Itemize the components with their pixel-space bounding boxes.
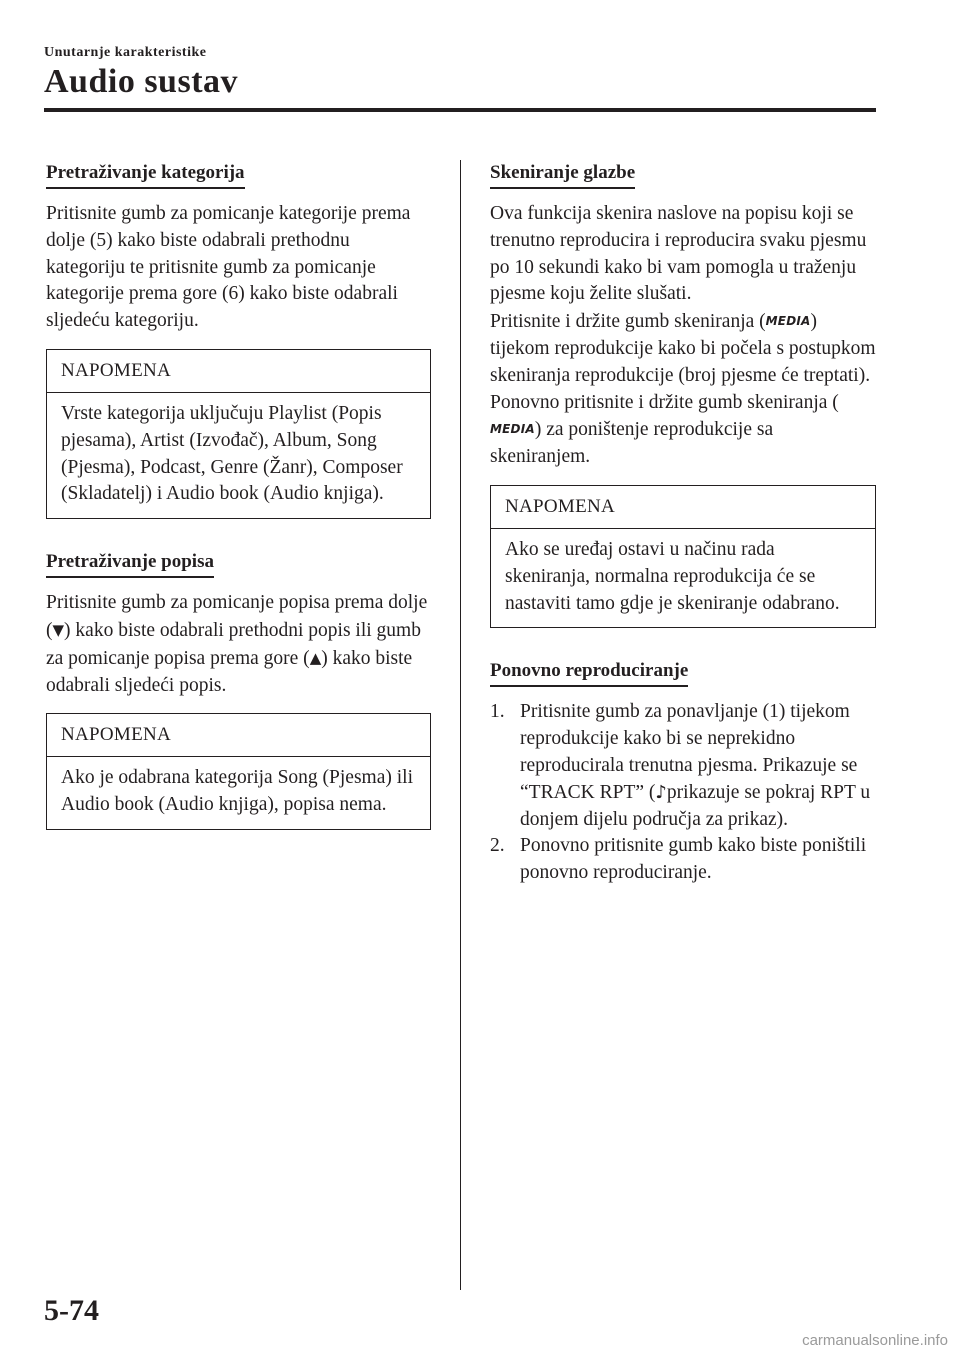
note-text: Ako je odabrana kategorija Song (Pjesma) ili Audio book (Audio knjiga), popisa nema. [61,767,413,816]
right-column [490,160,876,887]
text-run: ) tijekom reprodukcije kako bi počela s postupkom skeniranja reprodukcije (broj pjesme će treptati). Ponovno pritisnite i držite gumb skeniranja ( [490,311,876,413]
text-run: ) za poništenje reprodukcije sa skeniranjem. [490,419,774,468]
section-label: Unutarnje karakteristike [44,45,207,60]
column-divider [460,160,461,1290]
section-music-scan [490,160,876,628]
page-title: Audio sustav [44,63,239,100]
text-run: Pritisnite gumb za ponavljanje (1) tijekom reprodukcije kako bi se neprekidno reproducirala trenutna pjesma. Prikazuje se “TRACK RPT” ( [520,701,858,803]
paragraph [490,308,876,471]
note-box [46,713,431,830]
note-text: Vrste kategorija uključuju Playlist (Popis pjesama), Artist (Izvođač), Album, Song (Pjesma), Podcast, Genre (Žanr), Composer (Skladatelj) i Audio book (Audio knjiga). [61,402,403,505]
list-item [490,833,876,887]
note-box [490,485,876,628]
step-list [490,699,876,887]
triangle-up-icon: ▲ [309,648,322,667]
step-number: 1. [490,701,505,723]
note-text: Ako se uređaj ostavi u načinu rada skeniranja, normalna reprodukcija će se nastaviti tamo gdje je skeniranje odabrano. [505,538,840,614]
text-run: prikazuje se pokraj RPT u donjem dijelu područja za prikaz). [520,781,871,830]
left-column [46,160,431,830]
paragraph: Ova funkcija skenira naslove na popisu koji se trenutno reproducira i reproducira svaku pjesmu po 10 sekundi kako bi vam pomogla u traženju pjesme koju želite slušati. [490,203,867,305]
page-number: 5-74 [44,1294,99,1327]
music-note-icon: ♪ [655,781,667,803]
section-heading: Pretraživanje kategorija [46,160,245,189]
note-box [46,349,431,519]
list-item [490,699,876,833]
section-heading: Ponovno reproduciranje [490,658,688,687]
text-run: Pritisnite gumb za pomicanje popisa prema dolje ( [46,592,428,641]
section-heading: Skeniranje glazbe [490,160,635,189]
media-button-icon: MEDIA [490,422,535,437]
section-repeat [490,658,876,887]
note-title: NAPOMENA [491,486,875,529]
header-rule [44,108,876,112]
text-run: ) kako biste odabrali prethodni popis ili gumb za pomicanje popisa prema gore ( [46,619,421,669]
step-number: 2. [490,835,505,857]
paragraph: Pritisnite gumb za pomicanje kategorije prema dolje (5) kako biste odabrali prethodnu kategoriju te pritisnite gumb za pomicanje kategorije prema gore (6) kako biste odabrali sljedeću kategoriju. [46,203,411,332]
text-run: Ponovno pritisnite gumb kako biste poništili ponovno reproduciranje. [520,835,867,884]
text-run: Pritisnite i držite gumb skeniranja ( [490,311,766,333]
watermark: carmanualsonline.info [802,1332,948,1349]
triangle-down-icon: ▼ [52,620,65,639]
section-category-search [46,160,431,519]
note-title: NAPOMENA [47,714,430,757]
media-button-icon: MEDIA [765,314,811,329]
paragraph [46,590,431,699]
section-heading: Pretraživanje popisa [46,549,214,578]
section-list-search [46,549,431,830]
note-title: NAPOMENA [47,350,430,393]
text-run: ) kako biste odabrali sljedeći popis. [46,647,413,696]
